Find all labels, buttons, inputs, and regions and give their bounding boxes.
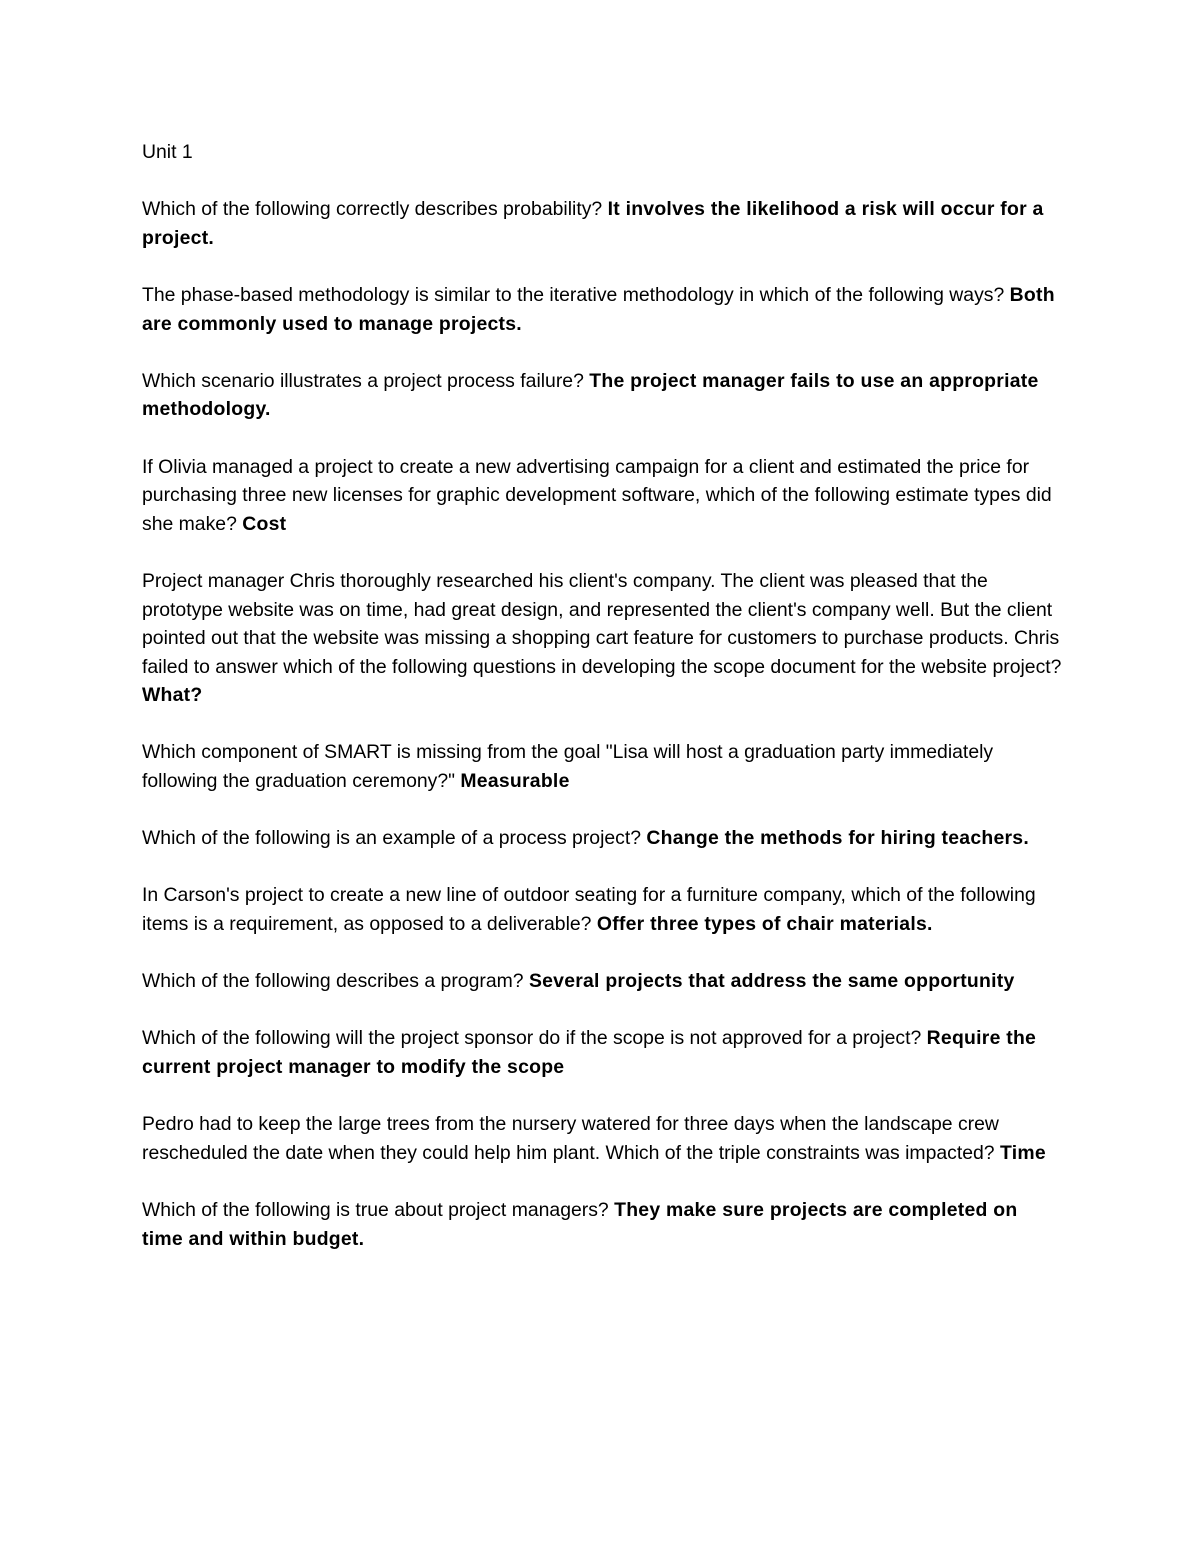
answer-text: Offer three types of chair materials. [596, 913, 933, 936]
document-page [142, 138, 1062, 1282]
qa-item [142, 195, 1062, 252]
qa-item [142, 453, 1062, 539]
answer-text: The project manager fails to use an appropriate methodology. [142, 369, 1039, 421]
question-text: The phase-based methodology is similar to the iterative methodology in which of the following ways? [142, 283, 1005, 306]
qa-item [142, 567, 1062, 710]
question-text: In Carson's project to create a new line of outdoor seating for a furniture company, which of the following items is a requirement, as opposed to a deliverable? [142, 884, 1036, 936]
qa-item [142, 1024, 1062, 1081]
document-title: Unit 1 [142, 141, 193, 163]
answer-text: They make sure projects are completed on time and within budget. [142, 1198, 1018, 1250]
answer-text: Change the methods for hiring teachers. [646, 827, 1029, 850]
question-text: Which of the following is an example of a process project? [142, 827, 642, 850]
question-text: Which scenario illustrates a project process failure? [142, 369, 584, 392]
answer-text: It involves the likelihood a risk will occur for a project. [142, 198, 1044, 249]
question-text: If Olivia managed a project to create a new advertising campaign for a client and estimated the price for purchasing three new licenses for graphic development software, which of the following estimate types did she make? [142, 455, 1052, 535]
answer-text: Time [999, 1141, 1046, 1164]
qa-item [142, 738, 1062, 795]
answer-text: Cost [242, 512, 287, 535]
question-text: Which of the following will the project sponsor do if the scope is not approved for a project? [142, 1027, 922, 1050]
answer-text: Several projects that address the same opportunity [528, 970, 1015, 993]
question-text: Which of the following correctly describes probability? [142, 198, 603, 221]
qa-item [142, 824, 1062, 853]
question-text: Which of the following describes a program? [142, 970, 524, 993]
answer-text: Measurable [460, 770, 570, 793]
answer-text: Both are commonly used to manage projects. [142, 283, 1055, 335]
answer-text: Require the current project manager to modify the scope [142, 1027, 1037, 1078]
qa-item [142, 281, 1062, 338]
qa-item [142, 1110, 1062, 1167]
answer-text: What? [142, 684, 203, 707]
qa-item [142, 367, 1062, 424]
question-text: Pedro had to keep the large trees from the nursery watered for three days when the landscape crew rescheduled the date when they could help him plant. Which of the triple constraints was impacted? [142, 1113, 999, 1164]
qa-item [142, 1196, 1062, 1253]
question-text: Project manager Chris thoroughly researched his client's company. The client was pleased that the prototype website was on time, had great design, and represented the client's company well. But the client pointed out that the website was missing a shopping cart feature for customers to purchase products. Chris failed to answer which of the following questions in developing the scope document for the website project? [142, 569, 1062, 678]
question-text: Which of the following is true about project managers? [142, 1198, 609, 1221]
qa-item [142, 967, 1062, 996]
question-text: Which component of SMART is missing from the goal "Lisa will host a graduation party immediately following the graduation ceremony?" [142, 741, 994, 793]
qa-item [142, 881, 1062, 938]
